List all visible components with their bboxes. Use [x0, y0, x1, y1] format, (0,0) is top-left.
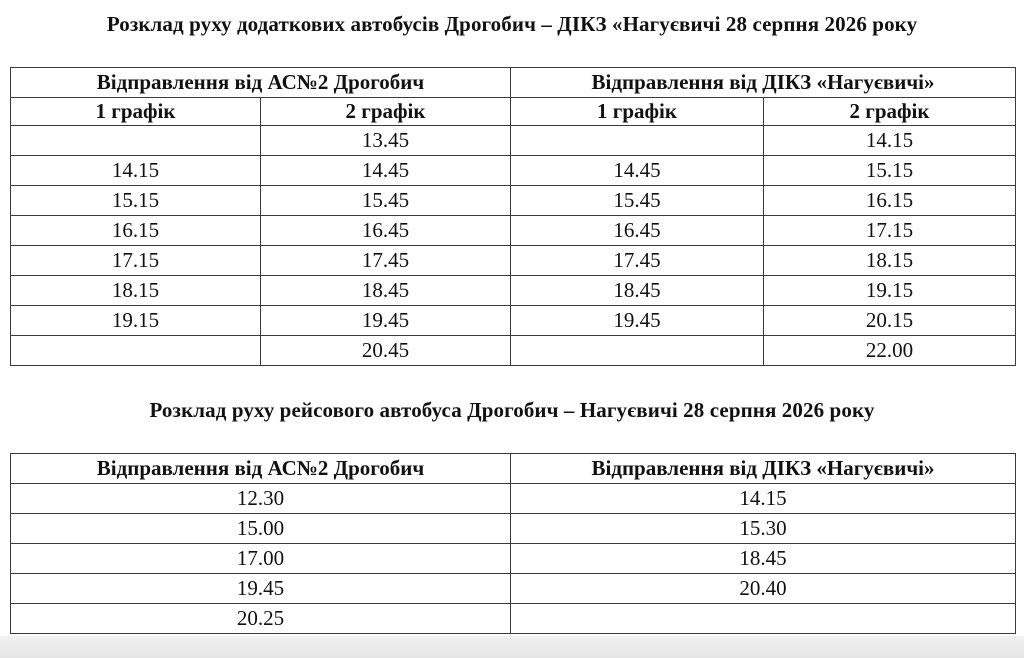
table-cell: 18.45: [511, 276, 764, 306]
table-cell: 17.45: [261, 246, 511, 276]
group-header-drohobych: Відправлення від АС№2 Дрогобич: [11, 68, 511, 98]
table-row: [11, 336, 1016, 366]
subheader-schedule-1: 1 графік: [511, 98, 764, 126]
table-row: [11, 156, 1016, 186]
table-row: [11, 544, 1016, 574]
table-cell: 18.45: [261, 276, 511, 306]
table-row: [11, 276, 1016, 306]
table-cell: 19.45: [261, 306, 511, 336]
page-bottom-edge: [0, 636, 1024, 658]
table-cell: 19.15: [764, 276, 1016, 306]
table-row: [11, 186, 1016, 216]
regular-bus-table: [10, 453, 1016, 634]
table-cell: 15.30: [511, 514, 1016, 544]
table-cell: 16.15: [764, 186, 1016, 216]
table-cell: 16.45: [261, 216, 511, 246]
table-cell: 15.45: [511, 186, 764, 216]
table-cell: 17.45: [511, 246, 764, 276]
table-cell: 18.15: [764, 246, 1016, 276]
table-cell: 22.00: [764, 336, 1016, 366]
table-cell: 19.45: [11, 574, 511, 604]
table-cell: 20.25: [11, 604, 511, 634]
table-row: [11, 484, 1016, 514]
table-cell: 15.15: [11, 186, 261, 216]
table-subheader-row: [11, 98, 1016, 126]
table-header-row: [11, 454, 1016, 484]
table-row: [11, 306, 1016, 336]
table-cell: 14.15: [511, 484, 1016, 514]
table-cell: 15.15: [764, 156, 1016, 186]
table-cell: 14.15: [764, 126, 1016, 156]
table-cell: 20.45: [261, 336, 511, 366]
table-cell: 15.00: [11, 514, 511, 544]
table-row: [11, 604, 1016, 634]
table-cell: 14.15: [11, 156, 261, 186]
table-cell: 16.45: [511, 216, 764, 246]
table-cell: [511, 336, 764, 366]
table-header-row: [11, 68, 1016, 98]
additional-schedule-title: Розклад руху додаткових автобусів Дрогобич – ДІКЗ «Нагуєвичі 28 серпня 2026 року: [106, 12, 918, 36]
table-cell: 17.15: [764, 216, 1016, 246]
table-cell: 19.45: [511, 306, 764, 336]
subheader-schedule-2: 2 графік: [764, 98, 1016, 126]
subheader-schedule-1: 1 графік: [11, 98, 261, 126]
table-cell: 14.45: [511, 156, 764, 186]
table-cell: 17.00: [11, 544, 511, 574]
table-cell: 15.45: [261, 186, 511, 216]
table-cell: 18.45: [511, 544, 1016, 574]
additional-buses-table: [10, 67, 1016, 366]
table-cell: 19.15: [11, 306, 261, 336]
header-drohobych: Відправлення від АС№2 Дрогобич: [11, 454, 511, 484]
header-nahuievychi: Відправлення від ДІКЗ «Нагуєвичі»: [511, 454, 1016, 484]
table-cell: 14.45: [261, 156, 511, 186]
table-cell: 20.40: [511, 574, 1016, 604]
table-cell: 16.15: [11, 216, 261, 246]
subheader-schedule-2: 2 графік: [261, 98, 511, 126]
table-row: [11, 574, 1016, 604]
table-cell: 13.45: [261, 126, 511, 156]
regular-schedule-title: Розклад руху рейсового автобуса Дрогобич – Нагуєвичі 28 серпня 2026 року: [149, 398, 875, 422]
table-cell: 18.15: [11, 276, 261, 306]
table-cell: [511, 126, 764, 156]
table-row: [11, 246, 1016, 276]
table-row: [11, 126, 1016, 156]
table-cell: [11, 336, 261, 366]
table-row: [11, 514, 1016, 544]
table-cell: [11, 126, 261, 156]
table-row: [11, 216, 1016, 246]
table-cell: 12.30: [11, 484, 511, 514]
table-cell: 17.15: [11, 246, 261, 276]
table-cell: 20.15: [764, 306, 1016, 336]
table-cell: [511, 604, 1016, 634]
group-header-nahuievychi: Відправлення від ДІКЗ «Нагуєвичі»: [511, 68, 1016, 98]
